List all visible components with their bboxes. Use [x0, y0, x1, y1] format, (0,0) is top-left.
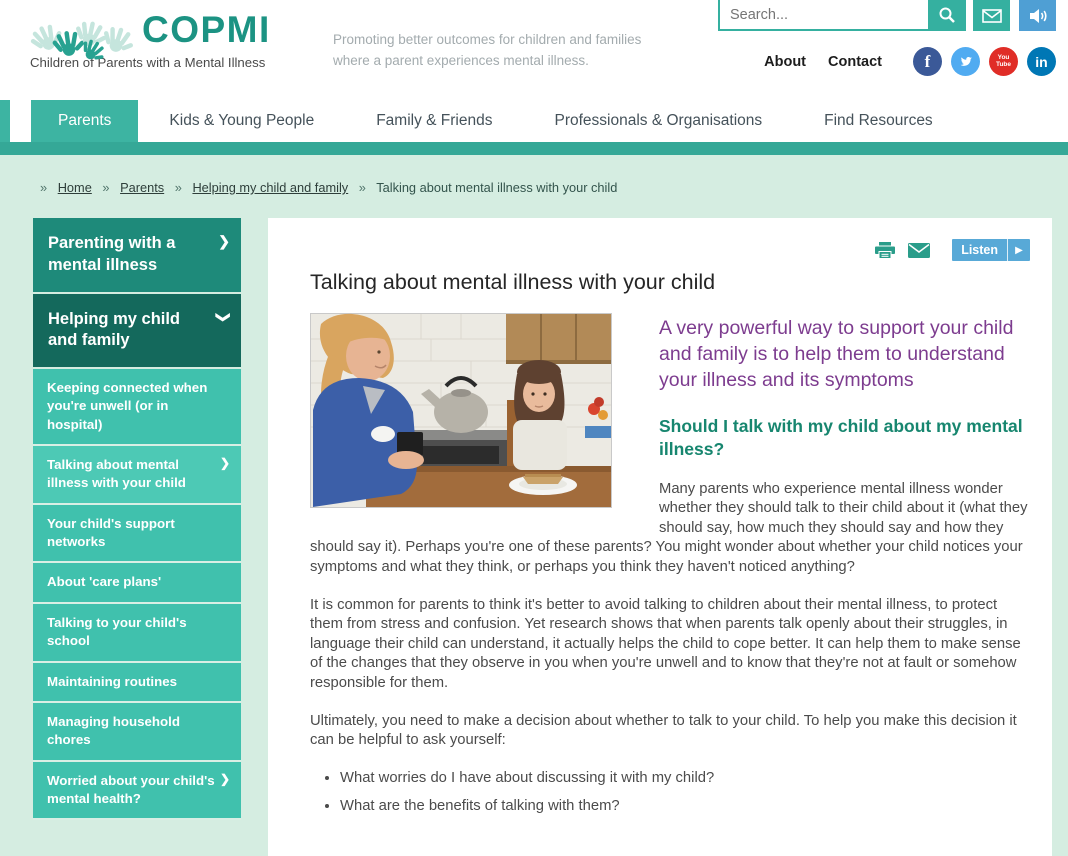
- page-title: Talking about mental illness with your child: [310, 270, 716, 294]
- lead-text: A very powerful way to support your child and family is to help them to understand your illness and its symptoms: [659, 317, 1014, 391]
- paragraph: Ultimately, you need to make a decision about whether to talk to your child. To help you make this decision it can be helpful to ask yourself:: [310, 713, 1017, 749]
- printer-icon: [875, 242, 895, 259]
- audio-button[interactable]: [1019, 0, 1056, 31]
- sidebar-item[interactable]: Parenting with a mental illness ❯: [33, 218, 241, 292]
- sidebar-item[interactable]: Your child's support networks: [33, 505, 241, 564]
- chevron-icon: [220, 455, 230, 472]
- copmi-logo[interactable]: [30, 6, 330, 70]
- breadcrumb-separator: »: [358, 180, 366, 195]
- envelope-icon: [982, 9, 1002, 23]
- email-page-button[interactable]: [908, 243, 930, 258]
- logo-subtitle: Children of Parents with a Mental Illness: [30, 55, 266, 70]
- search-icon: [938, 6, 956, 24]
- chevron-icon: [218, 308, 230, 326]
- nav-underline-bar: [0, 142, 1068, 155]
- bullet-item: • What are the benefits of talking with them?: [340, 797, 1030, 816]
- play-icon: [1007, 239, 1030, 261]
- breadcrumb: [0, 155, 1068, 218]
- sidebar: [33, 218, 241, 820]
- breadcrumb-separator: »: [102, 180, 110, 195]
- breadcrumb-separator: »: [174, 180, 182, 195]
- breadcrumb-item[interactable]: » Home: [40, 180, 92, 195]
- speaker-icon: [1028, 8, 1048, 24]
- facebook-icon[interactable]: f: [913, 47, 942, 76]
- page-toolbar: [310, 218, 1030, 262]
- main-content: [268, 218, 1052, 856]
- chevron-icon: [218, 232, 230, 250]
- primary-nav: [0, 100, 1068, 155]
- chevron-icon: [220, 771, 230, 788]
- sidebar-item[interactable]: About 'care plans': [33, 563, 241, 603]
- breadcrumb-separator: »: [40, 180, 48, 195]
- nav-tab[interactable]: Professionals & Organisations: [554, 112, 763, 129]
- nav-tab[interactable]: Parents: [31, 100, 138, 142]
- breadcrumb-item[interactable]: » Helping my child and family: [174, 180, 349, 195]
- breadcrumb-item[interactable]: » Parents: [102, 180, 165, 195]
- twitter-icon[interactable]: [951, 47, 980, 76]
- nav-tab[interactable]: Find Resources: [824, 112, 933, 129]
- paragraph: It is common for parents to think it's better to avoid talking to children about their mental illness, to protect them from stress and confusion. Yet research shows that when parents talk openly about their struggles, in language their child can understand, it actually helps the child to cope better. It can help them to make sense of the changes that they observe in you when you're unwell and to know that they're not at fault or somehow responsible for them.: [310, 597, 1021, 691]
- print-button[interactable]: [875, 242, 895, 259]
- search-input[interactable]: [720, 0, 930, 29]
- sidebar-item[interactable]: Managing household chores: [33, 703, 241, 762]
- sidebar-item[interactable]: Worried about your child's mental health? ❯: [33, 762, 241, 821]
- bullet-item: • What worries do I have about discussing it with my child?: [340, 769, 1030, 788]
- nav-tab[interactable]: Kids & Young People: [169, 112, 315, 129]
- sidebar-item[interactable]: Talking about mental illness with your child ❯: [33, 446, 241, 505]
- sidebar-item[interactable]: Maintaining routines: [33, 663, 241, 703]
- site-tagline: Promoting better outcomes for children and families where a parent experiences mental illness.: [333, 32, 642, 68]
- nav-left-accent: [0, 100, 10, 142]
- sidebar-item[interactable]: Helping my child and family ❯: [33, 294, 241, 368]
- nav-tab[interactable]: Family & Friends: [376, 112, 493, 129]
- envelope-icon: [908, 243, 930, 258]
- section-heading: Should I talk with my child about my mental illness?: [659, 416, 1023, 459]
- youtube-icon[interactable]: You Tube: [989, 47, 1018, 76]
- sidebar-item[interactable]: Keeping connected when you're unwell (or in hospital): [33, 369, 241, 446]
- email-button[interactable]: [973, 0, 1010, 31]
- linkedin-icon[interactable]: in: [1027, 47, 1056, 76]
- contact-link[interactable]: Contact: [828, 53, 882, 70]
- nav-tabs: [0, 100, 1068, 142]
- breadcrumb-item[interactable]: » Talking about mental illness with your child: [358, 180, 618, 195]
- search-box: [718, 0, 966, 31]
- hands-logo-icon: [30, 10, 138, 66]
- article-photo: [310, 313, 612, 508]
- sidebar-item[interactable]: Talking to your child's school: [33, 604, 241, 663]
- search-button[interactable]: [928, 0, 966, 31]
- site-header: [0, 0, 1068, 100]
- about-link[interactable]: About: [764, 53, 807, 70]
- logo-title: COPMI: [142, 9, 271, 50]
- paragraph: Many parents who experience mental illness wonder whether they should talk to their child about it (what they should say, how much they should say and how they should say it). Perhaps you're one of these parents? You might wonder about whether your child notices your symptoms and what they think, or perhaps you think they haven't noticed anything?: [310, 481, 1028, 575]
- listen-button[interactable]: Listen ▶: [952, 239, 1030, 261]
- question-list: [310, 769, 1030, 817]
